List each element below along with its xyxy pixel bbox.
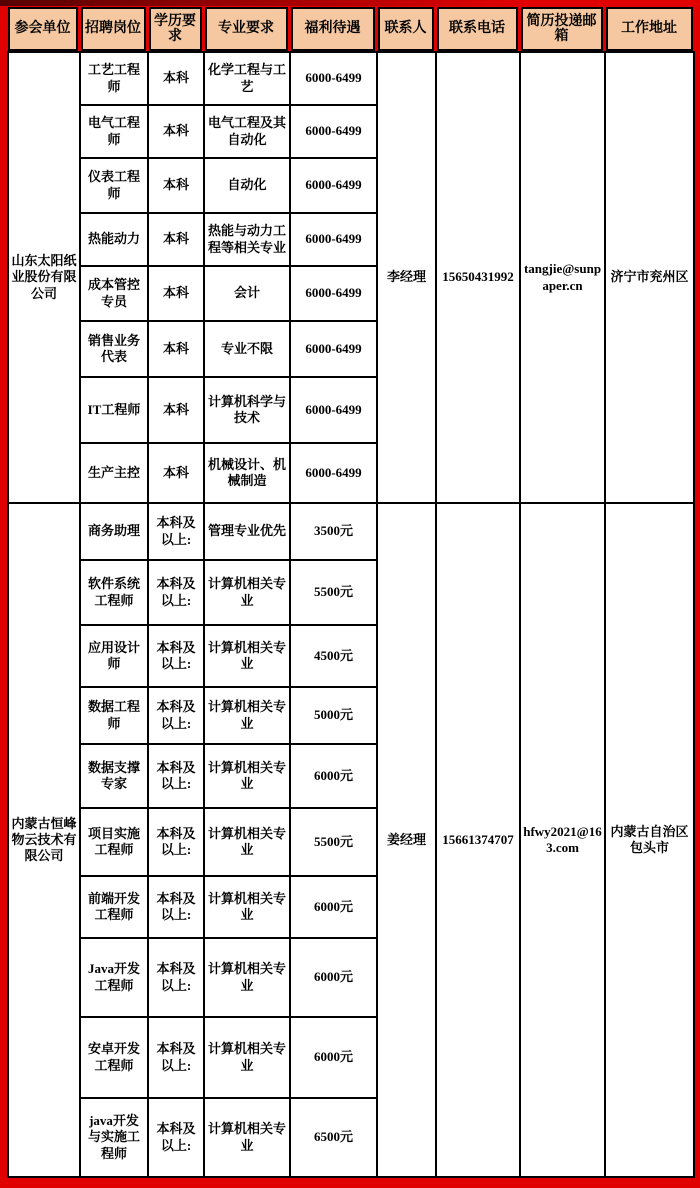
position-cell: 商务助理	[80, 503, 148, 560]
education-cell: 本科及以上:	[148, 744, 204, 808]
major-cell: 计算机相关专业	[204, 1017, 290, 1098]
job-row	[8, 503, 694, 560]
col-header-contact	[376, 7, 435, 51]
major-cell: 机械设计、机械制造	[204, 443, 290, 503]
address-cell: 济宁市兖州区	[605, 52, 694, 503]
education-cell: 本科	[148, 105, 204, 158]
salary-cell: 6500元	[290, 1098, 377, 1177]
major-cell: 热能与动力工程等相关专业	[204, 213, 290, 266]
salary-cell: 6000-6499	[290, 105, 377, 158]
salary-cell: 6000-6499	[290, 213, 377, 266]
col-header-email	[519, 7, 604, 51]
education-cell: 本科及以上:	[148, 503, 204, 560]
frame-top-shade	[0, 0, 700, 6]
position-cell: 热能动力	[80, 213, 148, 266]
header-row	[7, 7, 693, 51]
company-name-cell: 山东太阳纸业股份有限公司	[8, 52, 80, 503]
position-cell: 销售业务代表	[80, 321, 148, 377]
education-cell: 本科	[148, 266, 204, 321]
phone-cell: 15661374707	[436, 503, 520, 1177]
job-row	[8, 52, 694, 105]
salary-cell: 6000元	[290, 876, 377, 938]
position-cell: Java开发工程师	[80, 938, 148, 1017]
salary-cell: 6000-6499	[290, 52, 377, 105]
major-cell: 计算机相关专业	[204, 560, 290, 625]
jobs-table-body	[8, 52, 694, 1177]
salary-cell: 6000元	[290, 744, 377, 808]
major-cell: 计算机相关专业	[204, 687, 290, 744]
col-header-phone	[435, 7, 519, 51]
education-cell: 本科	[148, 213, 204, 266]
salary-cell: 6000-6499	[290, 158, 377, 213]
major-cell: 计算机相关专业	[204, 744, 290, 808]
salary-cell: 6000-6499	[290, 443, 377, 503]
major-cell: 计算机相关专业	[204, 808, 290, 876]
salary-cell: 5000元	[290, 687, 377, 744]
col-header-salary	[289, 7, 376, 51]
col-header-label: 专业要求	[218, 21, 274, 37]
major-cell: 化学工程与工艺	[204, 52, 290, 105]
position-cell: 项目实施工程师	[80, 808, 148, 876]
col-header-address	[604, 7, 693, 51]
major-cell: 计算机科学与技术	[204, 377, 290, 443]
education-cell: 本科及以上:	[148, 625, 204, 687]
major-cell: 电气工程及其自动化	[204, 105, 290, 158]
salary-cell: 6000-6499	[290, 266, 377, 321]
position-cell: 生产主控	[80, 443, 148, 503]
col-header-label: 学历要求	[154, 13, 196, 44]
col-header-unit	[7, 7, 79, 51]
contact-cell: 李经理	[377, 52, 436, 503]
position-cell: java开发与实施工程师	[80, 1098, 148, 1177]
education-cell: 本科	[148, 377, 204, 443]
col-header-education	[147, 7, 203, 51]
position-cell: 仪表工程师	[80, 158, 148, 213]
major-cell: 自动化	[204, 158, 290, 213]
salary-cell: 6000-6499	[290, 377, 377, 443]
col-header-position	[79, 7, 147, 51]
col-header-major	[203, 7, 289, 51]
contact-cell: 姜经理	[377, 503, 436, 1177]
salary-cell: 6000-6499	[290, 321, 377, 377]
major-cell: 会计	[204, 266, 290, 321]
education-cell: 本科及以上:	[148, 560, 204, 625]
phone-cell: 15650431992	[436, 52, 520, 503]
salary-cell: 3500元	[290, 503, 377, 560]
position-cell: IT工程师	[80, 377, 148, 443]
education-cell: 本科及以上:	[148, 808, 204, 876]
position-cell: 工艺工程师	[80, 52, 148, 105]
education-cell: 本科及以上:	[148, 1017, 204, 1098]
col-header-label: 简历投递邮箱	[526, 13, 597, 44]
email-cell: hfwy2021@163.com	[520, 503, 605, 1177]
salary-cell: 6000元	[290, 938, 377, 1017]
position-cell: 电气工程师	[80, 105, 148, 158]
major-cell: 管理专业优先	[204, 503, 290, 560]
major-cell: 计算机相关专业	[204, 876, 290, 938]
major-cell: 计算机相关专业	[204, 625, 290, 687]
education-cell: 本科	[148, 321, 204, 377]
major-cell: 计算机相关专业	[204, 1098, 290, 1177]
education-cell: 本科及以上:	[148, 938, 204, 1017]
major-cell: 专业不限	[204, 321, 290, 377]
position-cell: 安卓开发工程师	[80, 1017, 148, 1098]
company-name-cell: 内蒙古恒峰物云技术有限公司	[8, 503, 80, 1177]
email-cell: tangjie@sunpaper.cn	[520, 52, 605, 503]
education-cell: 本科	[148, 158, 204, 213]
education-cell: 本科及以上:	[148, 876, 204, 938]
salary-cell: 6000元	[290, 1017, 377, 1098]
salary-cell: 4500元	[290, 625, 377, 687]
position-cell: 前端开发工程师	[80, 876, 148, 938]
col-header-label: 招聘岗位	[85, 21, 141, 37]
position-cell: 成本管控专员	[80, 266, 148, 321]
salary-cell: 5500元	[290, 560, 377, 625]
address-cell: 内蒙古自治区包头市	[605, 503, 694, 1177]
jobs-table	[7, 51, 695, 1178]
major-cell: 计算机相关专业	[204, 938, 290, 1017]
position-cell: 数据支撑专家	[80, 744, 148, 808]
education-cell: 本科及以上:	[148, 1098, 204, 1177]
salary-cell: 5500元	[290, 808, 377, 876]
position-cell: 软件系统工程师	[80, 560, 148, 625]
col-header-label: 参会单位	[14, 21, 71, 37]
col-header-label: 联系电话	[449, 21, 505, 37]
education-cell: 本科及以上:	[148, 687, 204, 744]
education-cell: 本科	[148, 52, 204, 105]
col-header-label: 联系人	[384, 21, 427, 37]
education-cell: 本科	[148, 443, 204, 503]
col-header-label: 工作地址	[621, 21, 677, 37]
position-cell: 数据工程师	[80, 687, 148, 744]
position-cell: 应用设计师	[80, 625, 148, 687]
col-header-label: 福利待遇	[304, 21, 361, 37]
